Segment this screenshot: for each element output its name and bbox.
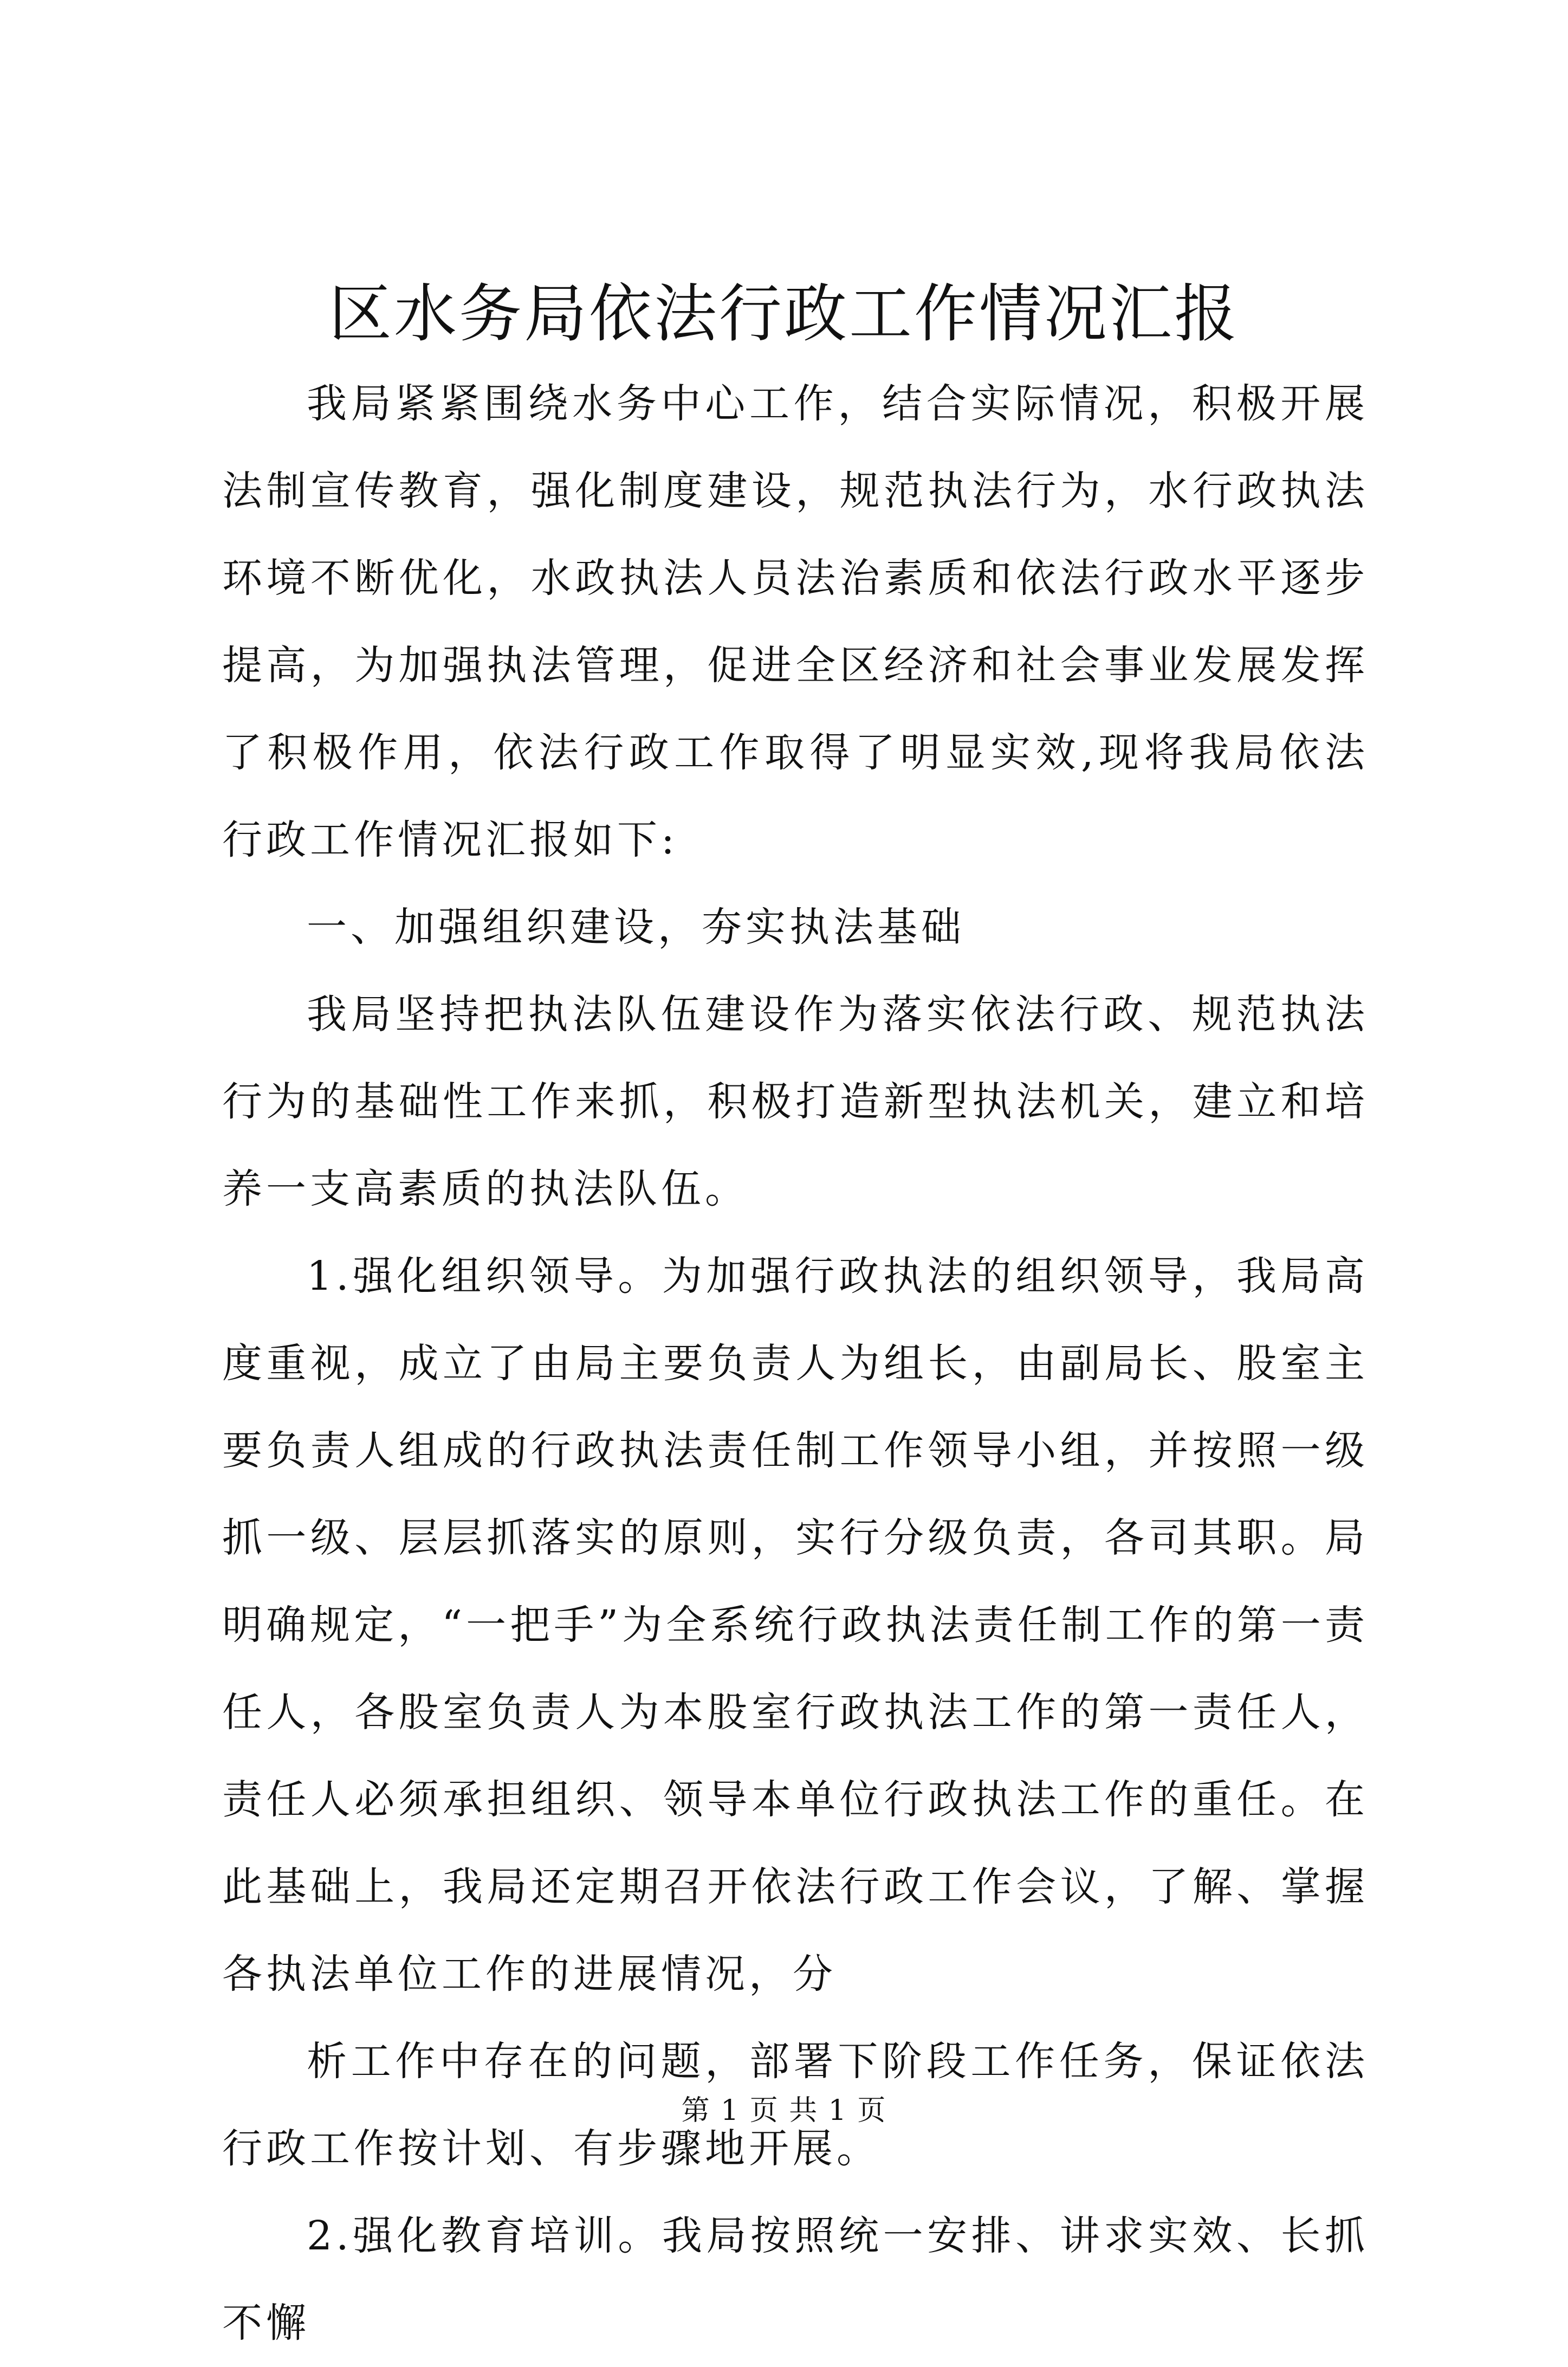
paragraph-intro: 我局紧紧围绕水务中心工作，结合实际情况，积极开展法制宣传教育，强化制度建设，规范执法行为，水行政执法环境不断优化，水政执法人员法治素质和依法行政水平逐步提高，为加强执法管理，促进全区经济和社会事业发展发挥了积极作用，依法行政工作取得了明显实效,现将我局依法行政工作情况汇报如下: [222, 380, 1369, 863]
page-footer: 第 1 页 共 1 页 [681, 2094, 887, 2127]
paragraph-item-1: 1.强化组织领导。为加强行政执法的组织领导，我局高度重视，成立了由局主要负责人为组长，由副局长、股室主要负责人组成的行政执法责任制工作领导小组，并按照一级抓一级、层层抓落实的原则，实行分级负责，各司其职。局明确规定，“一把手”为全系统行政执法责任制工作的第一责任人，各股室负责人为本股室行政执法工作的第一责任人，责任人必须承担组织、领导本单位行政执法工作的重任。在此基础上，我局还定期召开依法行政工作会议，了解、掌握各执法单位工作的进展情况，分 [222, 1253, 1369, 1997]
paragraph-item-1-continued: 析工作中存在的问题，部署下阶段工作任务，保证依法行政工作按计划、有步骤地开展。 [222, 2038, 1369, 2172]
section-heading-1: 一、加强组织建设，夯实执法基础 [307, 904, 965, 950]
paragraph-item-2: 2.强化教育培训。我局按照统一安排、讲求实效、长抓不懈 [222, 2213, 1369, 2346]
paragraph-section-1: 我局坚持把执法队伍建设作为落实依法行政、规范执法行为的基础性工作来抓，积极打造新型执法机关，建立和培养一支高素质的执法队伍。 [222, 991, 1369, 1212]
document-title: 区水务局依法行政工作情况汇报 [329, 277, 1239, 351]
document-body [222, 360, 1369, 2367]
